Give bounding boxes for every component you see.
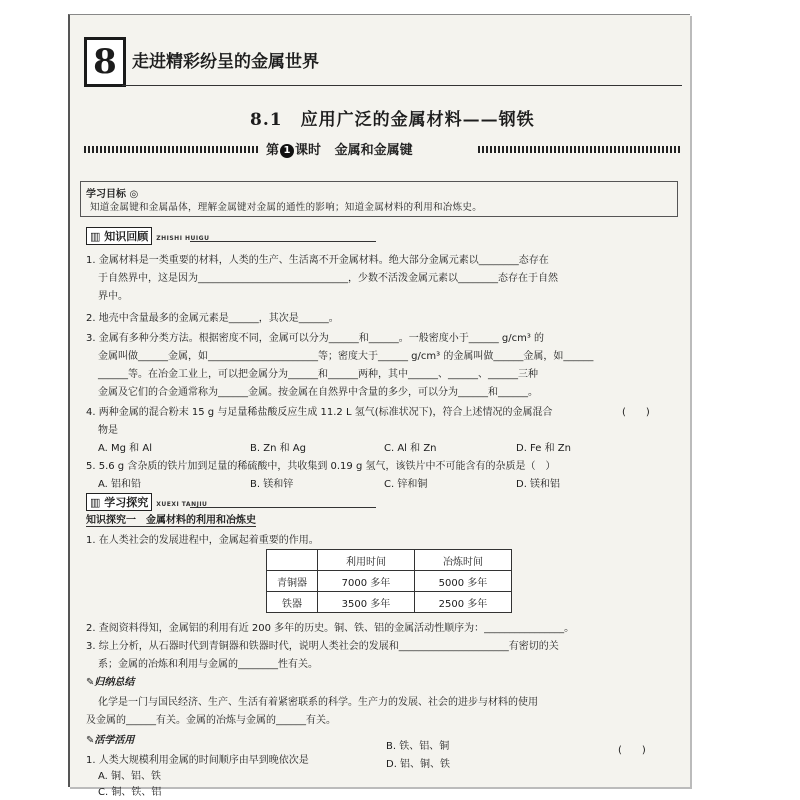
explore-line-3b: 系；金属的冶炼和利用与金属的________性有关。 bbox=[98, 659, 318, 670]
review-line: 物是 bbox=[98, 425, 118, 436]
review-line: 金属叫做______金属，如______________________等；密度大于______ g/cm³ 的金属叫做______金属，如______ bbox=[98, 351, 594, 362]
goal-title-text: 学习目标 bbox=[86, 189, 126, 200]
metal-history-table bbox=[266, 549, 512, 613]
table-cell: 7000 多年 bbox=[318, 571, 415, 592]
lesson-prefix: 第 bbox=[266, 143, 280, 158]
q5-option-a: A. 铝和铅 bbox=[98, 479, 142, 490]
textbook-page bbox=[68, 14, 690, 798]
q5-option-b: B. 镁和锌 bbox=[250, 479, 294, 490]
explore-pinyin: XUEXI TANJIU bbox=[156, 501, 208, 508]
q4-option-b: B. Zn 和 Ag bbox=[250, 443, 306, 454]
summary-title bbox=[86, 673, 134, 688]
practice-title bbox=[86, 731, 134, 746]
explore-tag bbox=[86, 493, 207, 511]
chapter-divider bbox=[122, 85, 682, 86]
practice-title-text: 活学活用 bbox=[94, 735, 135, 746]
lesson-name: 金属和金属键 bbox=[334, 143, 413, 158]
practice-option-d: D. 铝、铜、铁 bbox=[386, 759, 451, 770]
review-tag-box bbox=[86, 227, 152, 245]
review-line: 1. 金属材料是一类重要的材料，人类的生产、生活离不开金属材料。绝大部分金属元素以________态存在 bbox=[86, 255, 549, 266]
explore-line-3a: 3. 综上分析，从石器时代到青铜器和铁器时代，说明人类社会的发展和______________________有密切的关 bbox=[86, 641, 559, 652]
review-line: 金属及它们的合金通常称为______金属。按金属在自然界中含量的多少，可以分为______和______。 bbox=[98, 387, 538, 398]
review-line: 5. 5.6 g 含杂质的铁片加到足量的稀硫酸中，共收集到 0.19 g 氢气，该铁片中不可能含有的杂质是（ ） bbox=[86, 461, 556, 472]
table-cell: 铁器 bbox=[267, 592, 318, 613]
review-line: 界中。 bbox=[98, 291, 128, 302]
table-row bbox=[267, 571, 512, 592]
pen-icon: ✎ bbox=[86, 735, 95, 746]
chapter-number: 8 bbox=[84, 37, 126, 87]
explore-tag-label: 学习探究 bbox=[104, 496, 149, 509]
table-header-row bbox=[267, 550, 512, 571]
q5-option-c: C. 锌和铜 bbox=[384, 479, 428, 490]
review-line: 2. 地壳中含量最多的金属元素是______，其次是______。 bbox=[86, 313, 339, 324]
practice-option-c: C. 铜、铁、铝 bbox=[98, 787, 162, 798]
table-header-cell: 冶炼时间 bbox=[415, 550, 512, 571]
review-pinyin: ZHISHI HUIGU bbox=[156, 235, 210, 242]
practice-option-a: A. 铜、铝、铁 bbox=[98, 771, 162, 782]
q4-option-a: A. Mg 和 Al bbox=[98, 443, 152, 454]
goal-title bbox=[86, 185, 138, 200]
book-icon: ▥ bbox=[90, 230, 101, 243]
review-tag-label: 知识回顾 bbox=[104, 230, 149, 243]
table-header-cell bbox=[267, 550, 318, 571]
lesson-bar-right bbox=[478, 146, 682, 153]
practice-answer-blank: ( ) bbox=[618, 745, 646, 756]
explore-rule bbox=[190, 507, 376, 508]
explore-part-title: 知识探究一 金属材料的利用和冶炼史 bbox=[86, 511, 256, 527]
lesson-number: 1 bbox=[280, 144, 294, 158]
table-cell: 青铜器 bbox=[267, 571, 318, 592]
lesson-title bbox=[266, 139, 413, 158]
practice-q1: 1. 人类大规模利用金属的时间顺序由早到晚依次是 bbox=[86, 755, 309, 766]
chapter-title: 走进精彩纷呈的金属世界 bbox=[132, 52, 319, 72]
target-icon: ◎ bbox=[129, 189, 139, 200]
table-cell: 2500 多年 bbox=[415, 592, 512, 613]
explore-tag-box bbox=[86, 493, 152, 511]
summary-title-text: 归纳总结 bbox=[94, 677, 135, 688]
table-cell: 3500 多年 bbox=[318, 592, 415, 613]
q4-option-d: D. Fe 和 Zn bbox=[516, 443, 571, 454]
review-line: 4. 两种金属的混合粉末 15 g 与足量稀盐酸反应生成 11.2 L 氢气(标准状况下)，符合上述情况的金属混合 bbox=[86, 407, 553, 418]
practice-option-b: B. 铁、铝、铜 bbox=[386, 741, 450, 752]
explore-line-2: 2. 查阅资料得知，金属铝的利用有近 200 多年的历史。铜、铁、铝的金属活动性顺序为：________________。 bbox=[86, 623, 575, 634]
review-rule bbox=[190, 241, 376, 242]
summary-line-1: 化学是一门与国民经济、生产、生活有着紧密联系的科学。生产力的发展、社会的进步与材料的使用 bbox=[98, 697, 538, 708]
table-header-cell: 利用时间 bbox=[318, 550, 415, 571]
summary-line-2: 及金属的______有关。金属的冶炼与金属的______有关。 bbox=[86, 715, 336, 726]
review-line: 于自然界中，这是因为______________________________，少数不活泼金属元素以________态存在于自然 bbox=[98, 273, 558, 284]
pen-icon: ✎ bbox=[86, 677, 95, 688]
table-row bbox=[267, 592, 512, 613]
book-icon: ▥ bbox=[90, 496, 101, 509]
explore-line-1: 1. 在人类社会的发展进程中，金属起着重要的作用。 bbox=[86, 535, 319, 546]
q4-option-c: C. Al 和 Zn bbox=[384, 443, 437, 454]
lesson-suffix: 课时 bbox=[295, 143, 322, 158]
q5-option-d: D. 镁和铝 bbox=[516, 479, 561, 490]
lesson-bar-left bbox=[84, 146, 259, 153]
review-line: ______等。在冶金工业上，可以把金属分为______和______两种，其中______、______、______三种 bbox=[98, 369, 538, 380]
section-title: 8.1 应用广泛的金属材料——钢铁 bbox=[250, 110, 535, 130]
q4-answer-blank: ( ) bbox=[622, 407, 650, 418]
goal-text: 知道金属键和金属晶体，理解金属键对金属的通性的影响；知道金属材料的利用和冶炼史。 bbox=[90, 202, 483, 213]
review-line: 3. 金属有多种分类方法。根据密度不同，金属可以分为______和______。一般密度小于______ g/cm³ 的 bbox=[86, 333, 545, 344]
table-cell: 5000 多年 bbox=[415, 571, 512, 592]
review-tag bbox=[86, 227, 209, 245]
